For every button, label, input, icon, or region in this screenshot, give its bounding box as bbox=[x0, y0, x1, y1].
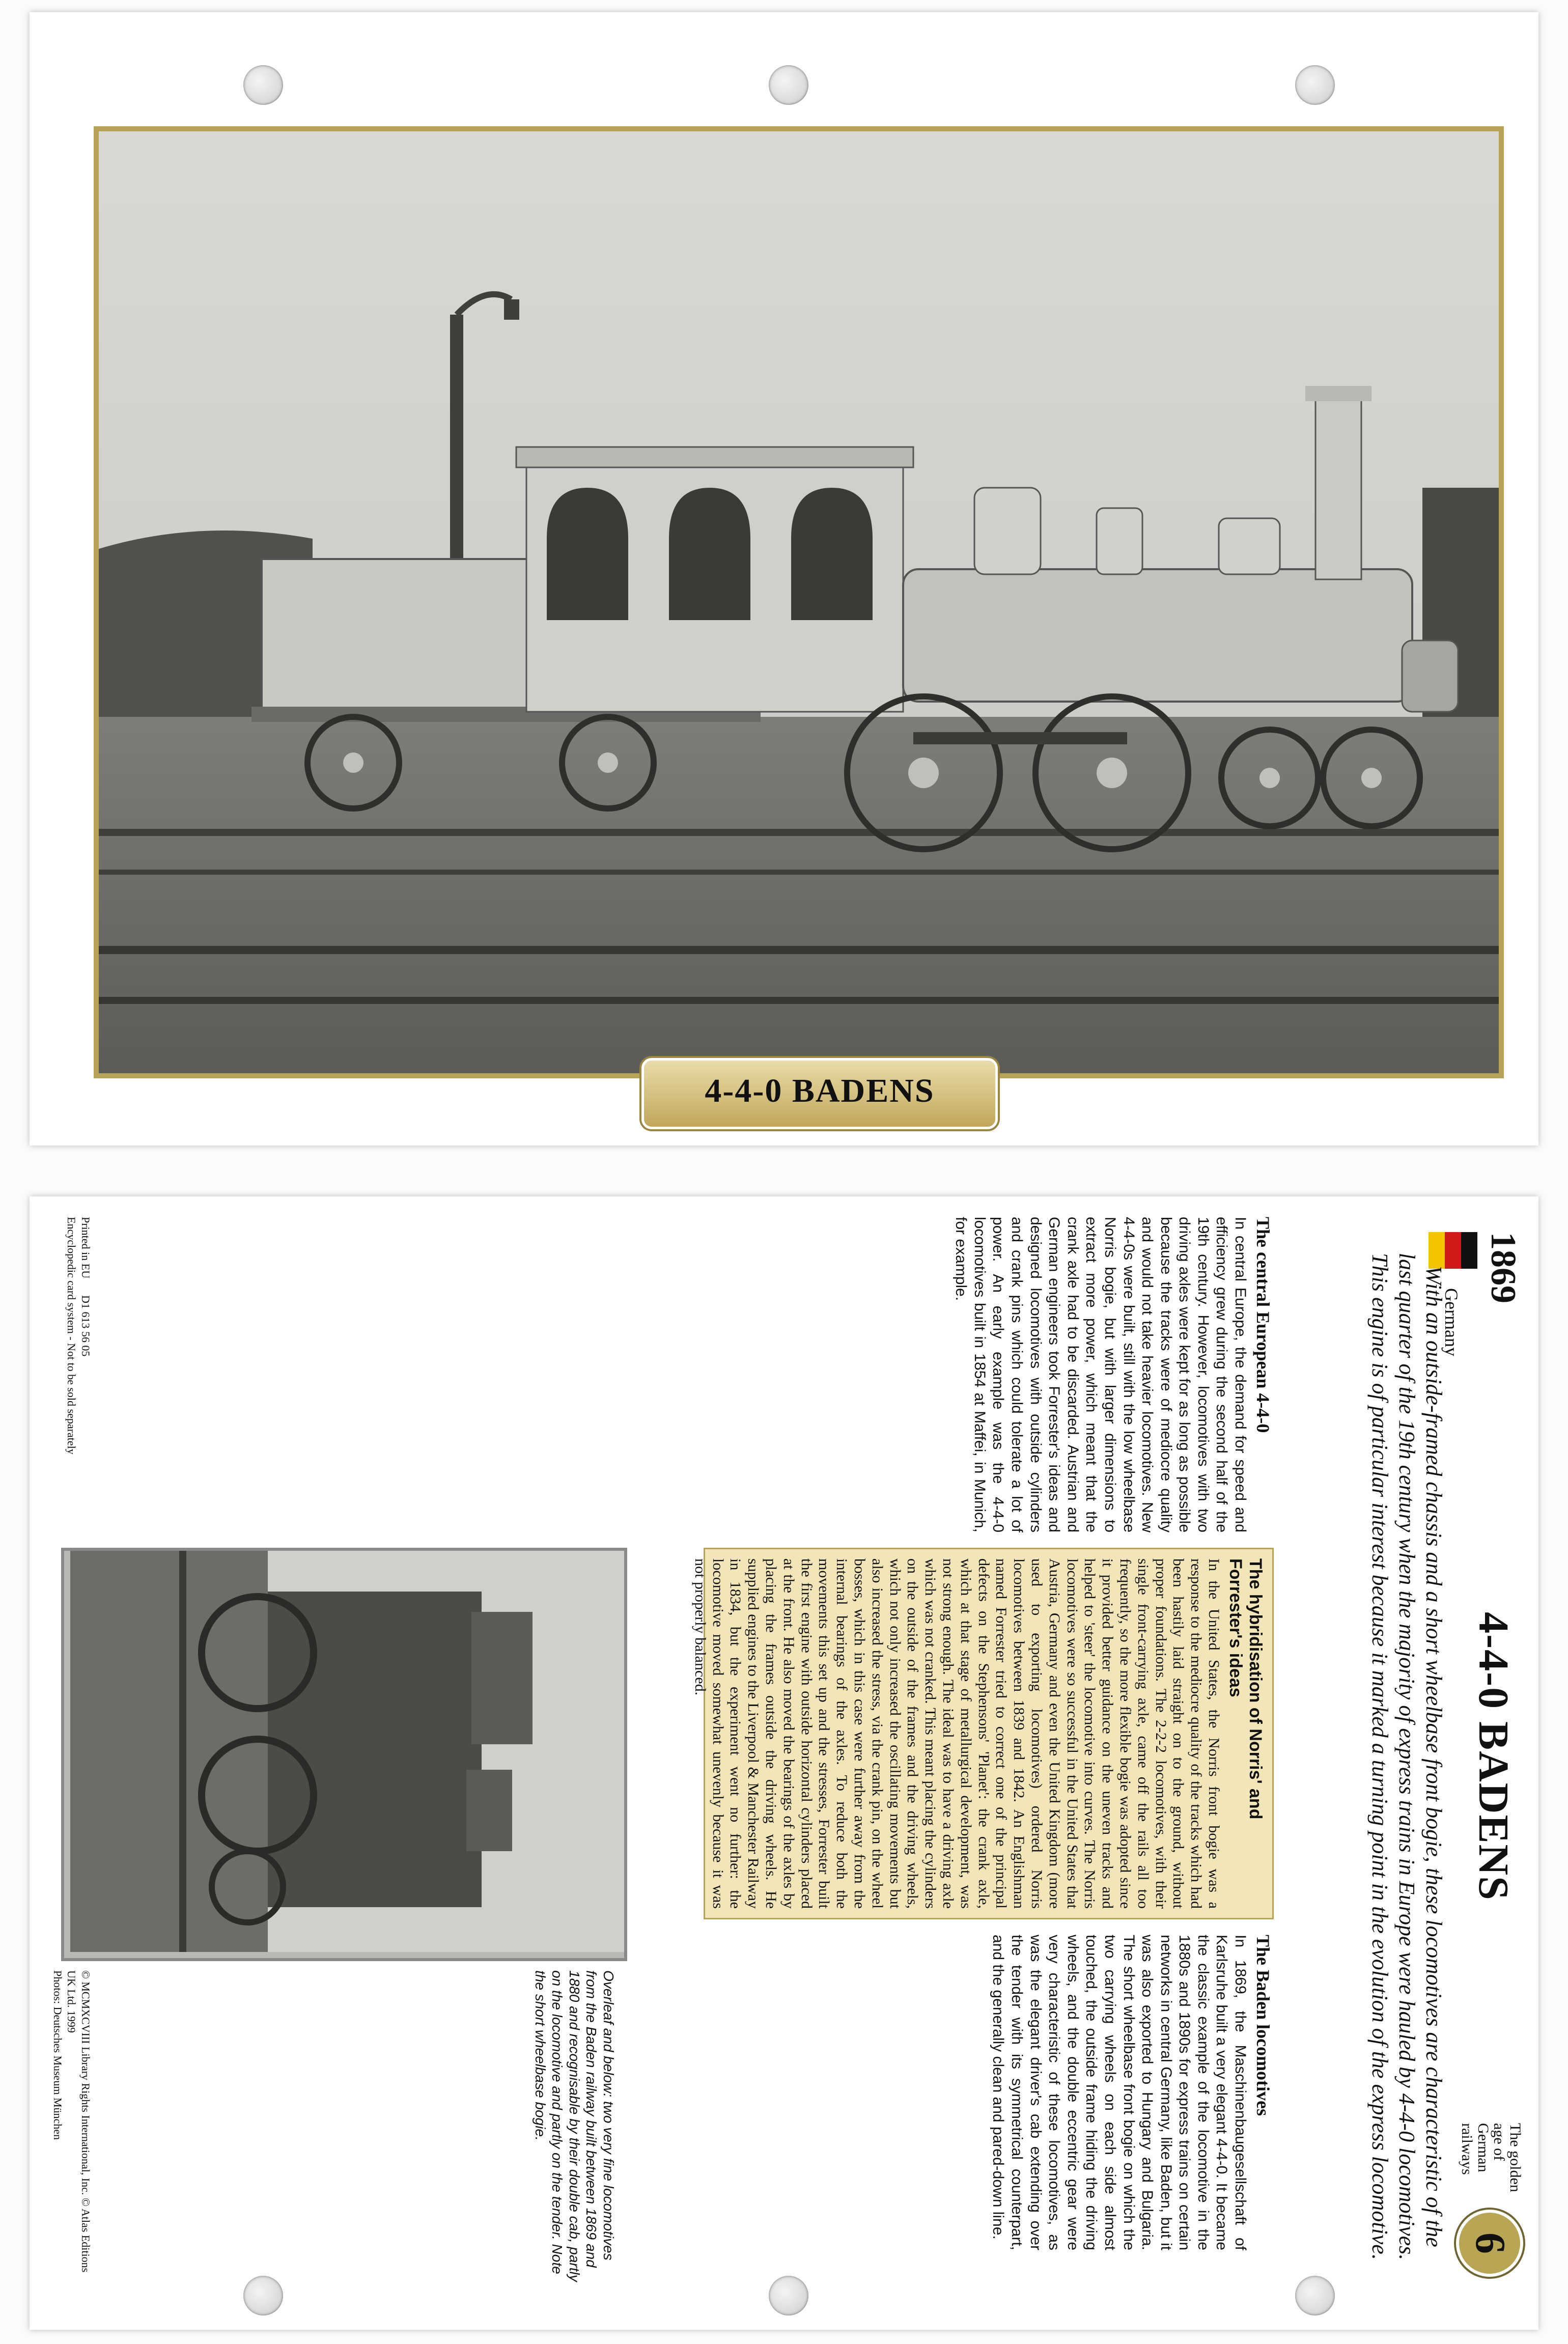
locomotive-illustration bbox=[99, 131, 1499, 1073]
copyright-line: © MCMXCVIII Library Rights International, Inc. © Atlas Editions UK Ltd. 1999 bbox=[65, 1970, 92, 2273]
secondary-locomotive-illustration bbox=[70, 1551, 624, 1952]
photo-caption: Overleaf and below: two very fine locomotives from the Baden railway built between 1869 and 1880 and recognisable by their double cab, partly on the locomotive and partly on the tender. Note the short wheelbase bogie. bbox=[532, 1970, 617, 2282]
encyclopedic-note: Encyclopedic card system - Not to be sold separately bbox=[65, 1217, 78, 1455]
section-heading: The central European 4-4-0 bbox=[1253, 1217, 1273, 1433]
page-title: 4-4-0 BADENS bbox=[1470, 1612, 1517, 1901]
printed-label: Printed in EU bbox=[79, 1217, 92, 1278]
punch-hole bbox=[769, 65, 808, 105]
series-label-line: German bbox=[1475, 2123, 1492, 2172]
front-card bbox=[30, 12, 1538, 1146]
secondary-locomotive-photo bbox=[61, 1548, 627, 1961]
punch-hole bbox=[1295, 65, 1335, 105]
series-label-line: The golden bbox=[1507, 2123, 1524, 2192]
title-plate: 4-4-0 BADENS bbox=[641, 1058, 998, 1129]
section-body: In 1869, the Maschinenbaugesellschaft of Karlsruhe built a very elegant 4-4-0. It became the classic example of the locomotive in the 1880s and 1890s for express trains on certain networks in central Germany, like Baden, but it was also exported to Hungary and Bulgaria. The short wheelbase front bogie on which the two carrying wheels on each side almost touched, the outside frame hiding the driving wheels, and the double eccentric gear were very characteristic of these locomotives, as was the elegant driver's cab extending over the tender with its symmetrical counterpart, and the generally clean and pared-down line. bbox=[990, 1935, 1249, 2250]
copyright-line: Photos: Deutsches Museum München bbox=[51, 1970, 64, 2140]
section-heading: The Baden locomotives bbox=[1253, 1935, 1273, 2116]
section-central-european bbox=[951, 1217, 1274, 1532]
locomotive-photo bbox=[94, 126, 1504, 1078]
sidebar-body: In the United States, the Norris front bogie was a response to the mediocre quality of the tracks which had been hastily laid straight on to the ground, without proper foundations. The 2-2-2 locomotives, with their single front-carrying axle, came off the rails all too frequently, so the more flexible bogie was adopted since it provided better guidance on the uneven tracks and helped to 'steer' the locomotive into curves. The Norris locomotives were so successful in the United States that Austria, Germany and even the United Kingdom (more used to exporting locomotives) ordered Norris locomotives between 1839 and 1842. An Englishman named Forrester tried to correct one of the principal defects on the Stephensons' 'Planet': the crank axle, which at that stage of metallurgical development, was not strong enough. The ideal was to have a driving axle which was not cranked. This meant placing the cylinders on the outside of the frames and the driving wheels, which not only increased the oscillating movements but also increased the stress, via the crank pin, on the wheel bosses, which in this case were further away from the internal bearings of the axles. To reduce both the movements this set up and the stresses, Forrester built the first engine with outside horizontal cylinders placed at the front. He also moved the bearings of the axles by placing the frames outside the driving wheels. He supplied engines to the Liverpool & Manchester Railway in 1834, but the experiment went no further: the locomotive moved somewhat unevenly because it was not properly balanced. bbox=[691, 1558, 1222, 1909]
year: 1869 bbox=[1483, 1232, 1523, 1303]
back-card bbox=[30, 1196, 1538, 2330]
section-body: In central Europe, the demand for speed and efficiency grew during the second half of the 19th century. However, locomotives with two driving axles were kept for as long as possible because the tracks were of mediocre quality and would not take heavier locomotives. New 4-4-0s were built, still with the low wheelbase Norris bogie, but with larger dimensions to extract more power, which meant that the crank axle had to be discarded. Austrian and German engineers took Forrester's ideas and designed locomotives with outside cylinders and crank pins which could tolerate a lot of power. An early example was the 4-4-0 locomotives built in 1854 at Maffei, in Munich, for example. bbox=[953, 1217, 1249, 1532]
series-label bbox=[1459, 2123, 1523, 2199]
sidebar-heading: The hybridisation of Norris' and Forrester's ideas bbox=[1226, 1558, 1265, 1820]
card-code: D1 613 56 05 bbox=[79, 1295, 92, 1357]
back-rotated-content bbox=[30, 1196, 1538, 2330]
intro-paragraph: With an outside-framed chassis and a short wheelbase front bogie, these locomotives are characteristic of the last quarter of the 19th century when the majority of express trains in Europe were hauled by 4-4-0 locomotives. This engine is of particular interest because it marked a turning point in the evolution of the express locomotive. bbox=[1367, 1252, 1446, 2261]
section-baden bbox=[989, 1935, 1274, 2250]
print-info bbox=[65, 1217, 93, 1522]
punch-hole bbox=[243, 65, 283, 105]
series-number-badge: 6 bbox=[1456, 2210, 1523, 2277]
flag-stripe-black bbox=[1461, 1232, 1477, 1269]
series-label-line: age of bbox=[1491, 2123, 1508, 2161]
flag-stripe-red bbox=[1445, 1232, 1461, 1269]
sidebar-box bbox=[691, 1548, 1274, 1919]
series-label-line: railways bbox=[1459, 2123, 1476, 2175]
copyright bbox=[51, 1970, 93, 2286]
country: Germany bbox=[1441, 1288, 1462, 1356]
